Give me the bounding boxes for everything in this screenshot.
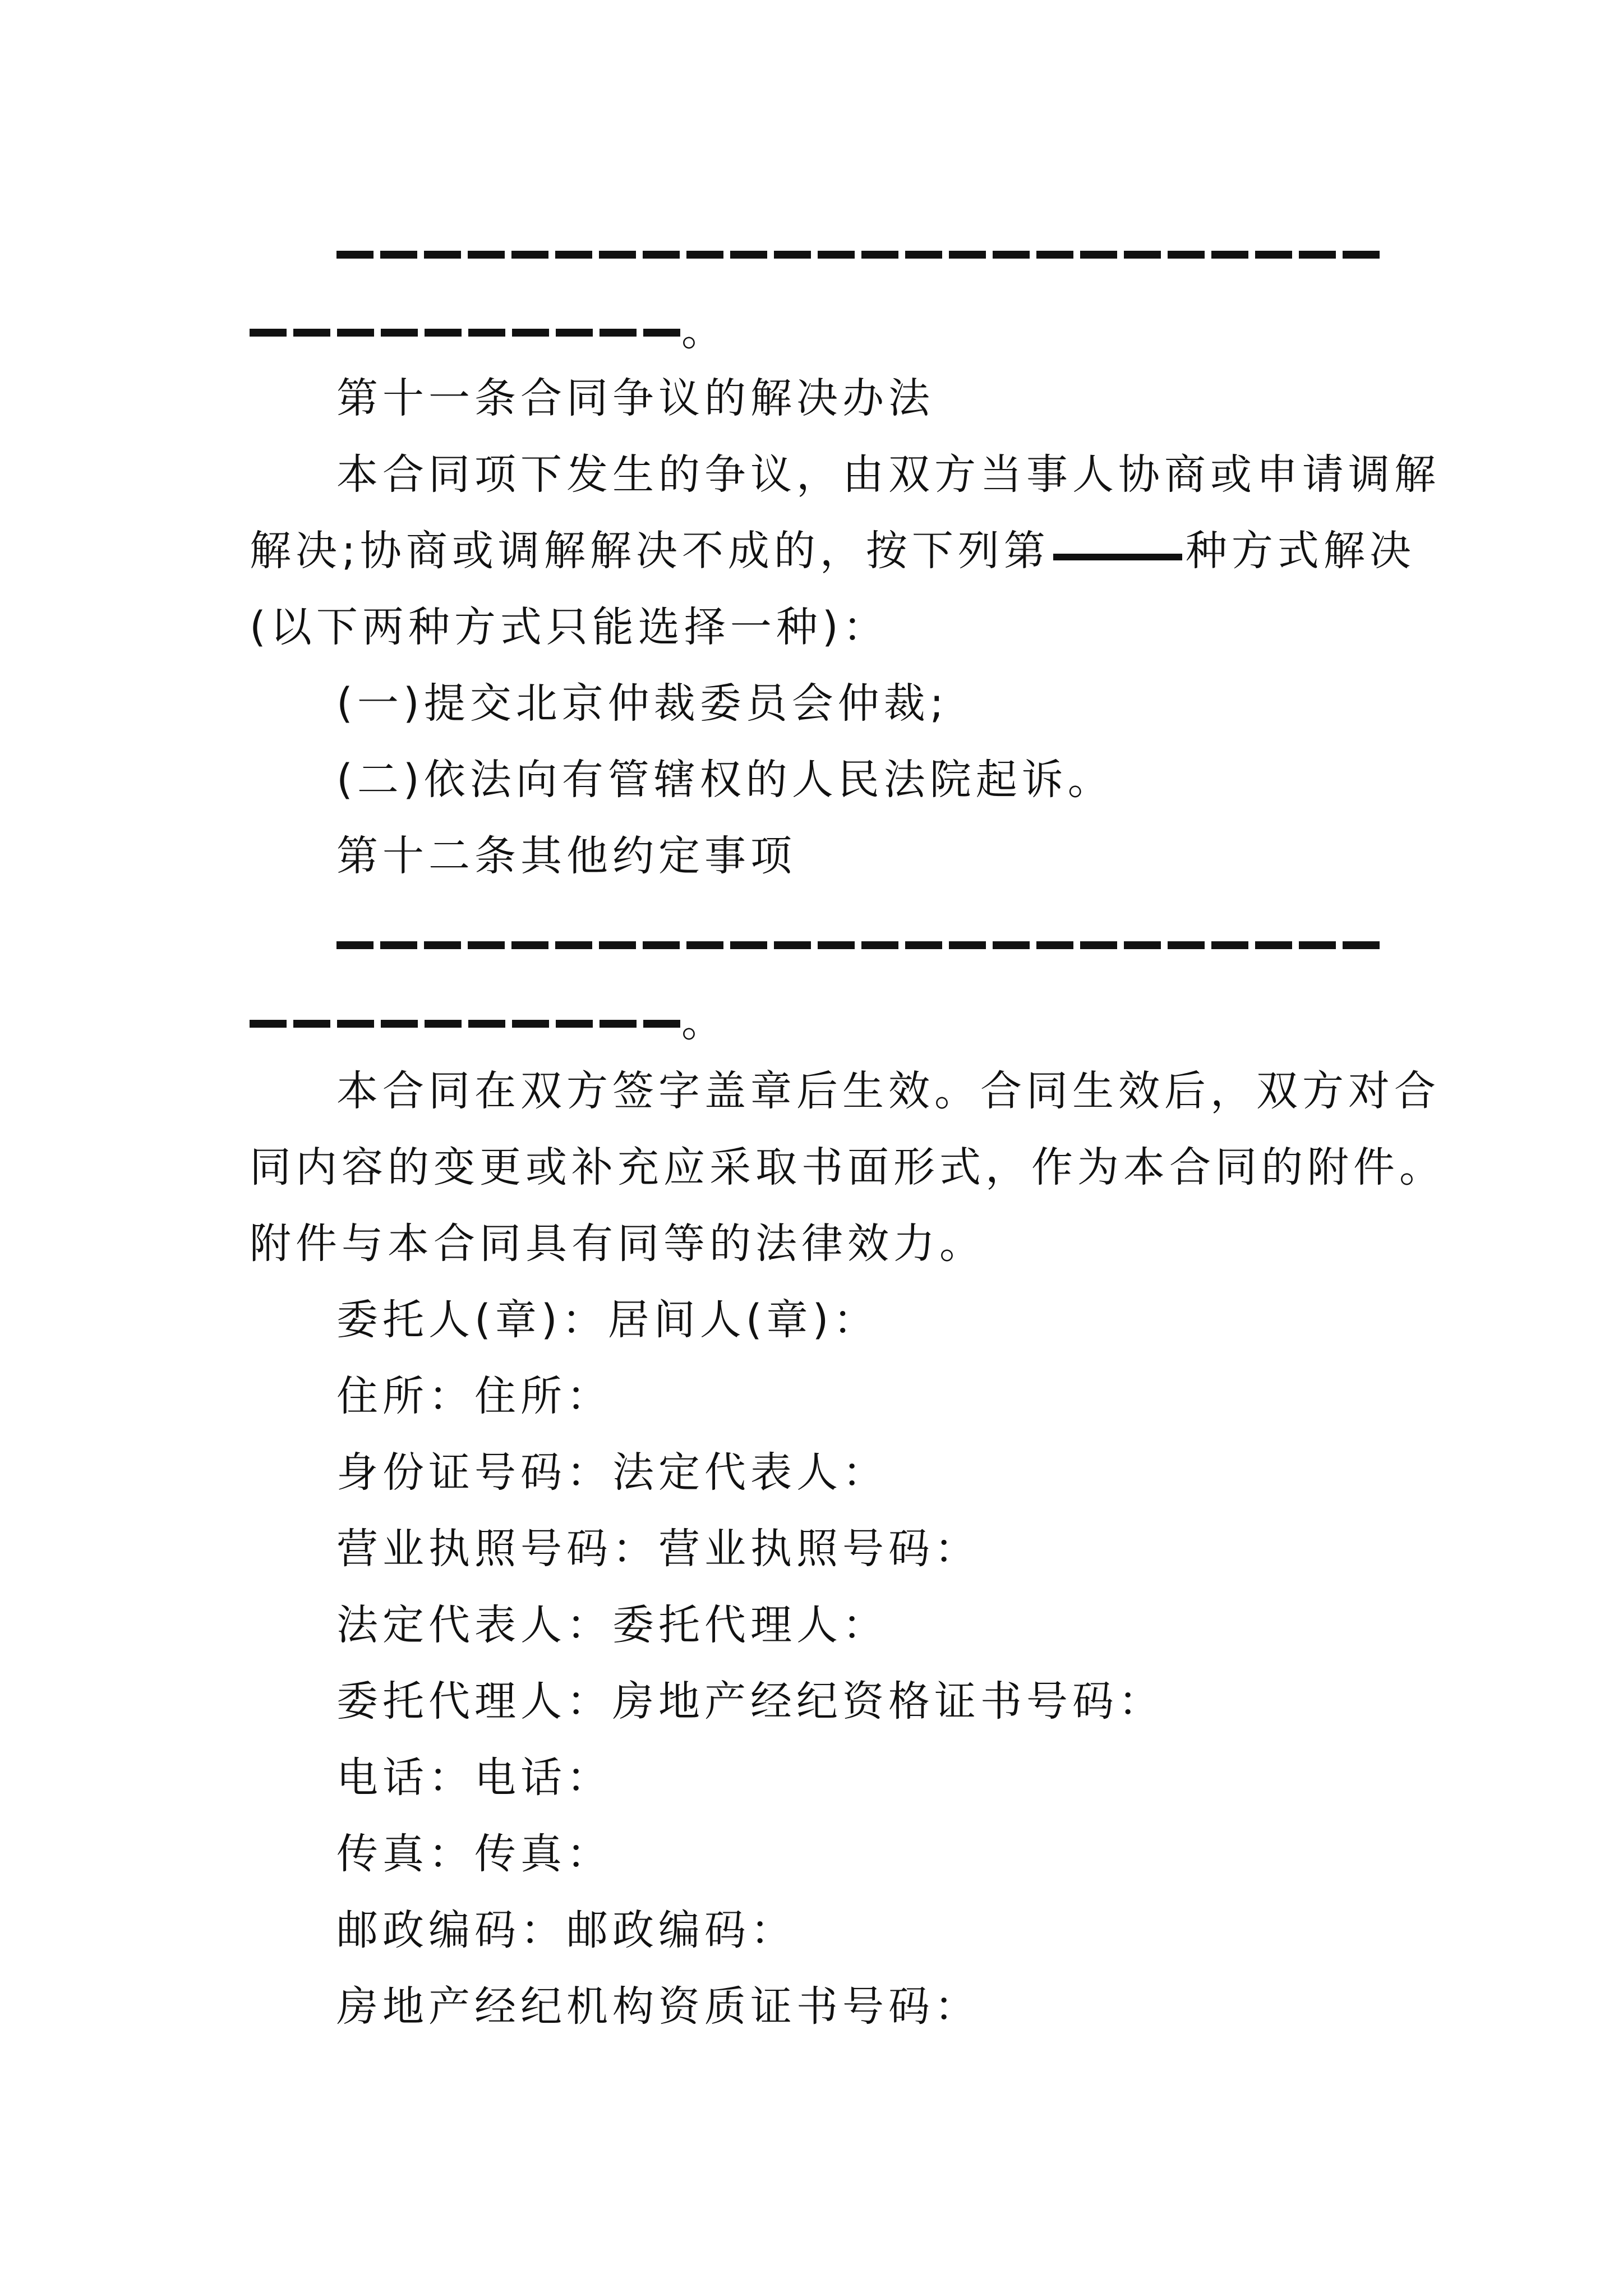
blank-dash-segment <box>468 329 505 337</box>
blank-dash-segment <box>993 251 1030 259</box>
article-11-paragraph-line: (以下两种方式只能选择一种)： <box>250 603 889 651</box>
effect-paragraph-line: 附件与本合同具有同等的法律效力。 <box>250 1220 985 1268</box>
blank-dash-segment <box>336 941 374 949</box>
article-11-paragraph-line: 本合同项下发生的争议，由双方当事人协商或申请调解 <box>336 450 1440 499</box>
signature-field: 委托代理人：房地产经纪资格证书号码： <box>336 1677 1164 1726</box>
blank-dash-segment <box>599 941 636 949</box>
blank-dash-segment <box>380 941 417 949</box>
blank-dash-segment <box>774 941 811 949</box>
signature-field: 电话：电话： <box>336 1754 612 1802</box>
blank-dash-segment <box>1255 941 1292 949</box>
blank-dash-segment <box>1036 941 1073 949</box>
blank-dash-segment <box>643 329 680 337</box>
blank-dash-segment <box>774 251 811 259</box>
blank-dash-segment <box>381 1020 418 1028</box>
blank-dash-segment <box>424 941 461 949</box>
blank-dash-segment <box>555 251 592 259</box>
signature-field: 住所：住所： <box>336 1372 612 1420</box>
signature-field: 营业执照号码：营业执照号码： <box>336 1525 980 1573</box>
blank-dash-segment <box>337 1020 374 1028</box>
blank-dash-segment <box>993 941 1030 949</box>
blank-dash-segment <box>468 941 505 949</box>
blank-dash-segment <box>1036 251 1073 259</box>
fill-in-blank-line <box>250 329 681 337</box>
blank-dash-segment <box>1343 251 1380 259</box>
blank-dash-segment <box>599 251 636 259</box>
fill-in-blank-line <box>336 251 1381 259</box>
blank-dash-segment <box>905 941 942 949</box>
fill-in-blank-line <box>250 1020 681 1028</box>
blank-dash-segment <box>556 1020 593 1028</box>
blank-dash-segment <box>468 1020 505 1028</box>
blank-dash-segment <box>861 251 898 259</box>
blank-dash-segment <box>1080 251 1117 259</box>
blank-dash-segment <box>511 941 548 949</box>
blank-dash-segment <box>1124 941 1161 949</box>
choice-number-blank <box>1053 554 1182 560</box>
effect-paragraph-line: 同内容的变更或补充应采取书面形式，作为本合同的附件。 <box>250 1143 1445 1191</box>
blank-dash-segment <box>556 329 593 337</box>
blank-dash-segment <box>293 329 330 337</box>
blank-dash-segment <box>380 251 417 259</box>
blank-dash-segment <box>555 941 592 949</box>
blank-dash-segment <box>686 251 723 259</box>
blank-dash-segment <box>600 1020 637 1028</box>
blank-dash-segment <box>818 251 855 259</box>
blank-dash-segment <box>424 251 461 259</box>
blank-dash-segment <box>818 941 855 949</box>
blank-dash-segment <box>949 251 986 259</box>
dispute-option-arbitration: (一)提交北京仲裁委员会仲裁; <box>336 679 948 728</box>
blank-dash-segment <box>511 251 548 259</box>
sentence-period: 。 <box>681 998 723 1046</box>
blank-dash-segment <box>643 941 680 949</box>
blank-dash-segment <box>949 941 986 949</box>
article-11-text: 种方式解决 <box>1185 527 1415 575</box>
blank-dash-segment <box>381 329 418 337</box>
blank-dash-segment <box>1168 251 1205 259</box>
blank-dash-segment <box>861 941 898 949</box>
blank-dash-segment <box>425 1020 462 1028</box>
article-11-title: 第十一条合同争议的解决办法 <box>336 374 934 422</box>
signature-field: 委托人(章)：居间人(章)： <box>336 1296 879 1344</box>
blank-dash-segment <box>1124 251 1161 259</box>
blank-dash-segment <box>1080 941 1117 949</box>
blank-dash-segment <box>1299 941 1336 949</box>
blank-dash-segment <box>643 251 680 259</box>
signature-field: 身份证号码：法定代表人： <box>336 1448 888 1497</box>
article-12-title: 第十二条其他约定事项 <box>336 832 796 880</box>
blank-dash-segment <box>1211 941 1248 949</box>
signature-field: 法定代表人：委托代理人： <box>336 1601 888 1649</box>
blank-dash-segment <box>250 329 287 337</box>
blank-dash-segment <box>336 251 374 259</box>
blank-dash-segment <box>425 329 462 337</box>
sentence-period: 。 <box>681 307 723 355</box>
blank-dash-segment <box>293 1020 330 1028</box>
blank-dash-segment <box>730 941 767 949</box>
blank-dash-segment <box>686 941 723 949</box>
blank-dash-segment <box>643 1020 680 1028</box>
blank-dash-segment <box>250 1020 287 1028</box>
fill-in-blank-line <box>336 941 1381 949</box>
blank-dash-segment <box>512 329 549 337</box>
blank-dash-segment <box>600 329 637 337</box>
blank-dash-segment <box>1168 941 1205 949</box>
effect-paragraph-line: 本合同在双方签字盖章后生效。合同生效后，双方对合 <box>336 1067 1440 1115</box>
dispute-option-court: (二)依法向有管辖权的人民法院起诉。 <box>336 756 1114 804</box>
signature-field: 房地产经纪机构资质证书号码： <box>336 1982 980 2031</box>
article-11-text: 解决;协商或调解解决不成的，按下列第 <box>250 527 1050 575</box>
blank-dash-segment <box>1255 251 1292 259</box>
blank-dash-segment <box>1211 251 1248 259</box>
blank-dash-segment <box>337 329 374 337</box>
blank-dash-segment <box>730 251 767 259</box>
signature-field: 传真：传真： <box>336 1830 612 1878</box>
blank-dash-segment <box>905 251 942 259</box>
blank-dash-segment <box>1343 941 1380 949</box>
blank-dash-segment <box>468 251 505 259</box>
blank-dash-segment <box>1299 251 1336 259</box>
signature-field: 邮政编码：邮政编码： <box>336 1906 796 1954</box>
blank-dash-segment <box>512 1020 549 1028</box>
article-11-paragraph-line <box>250 523 1415 579</box>
